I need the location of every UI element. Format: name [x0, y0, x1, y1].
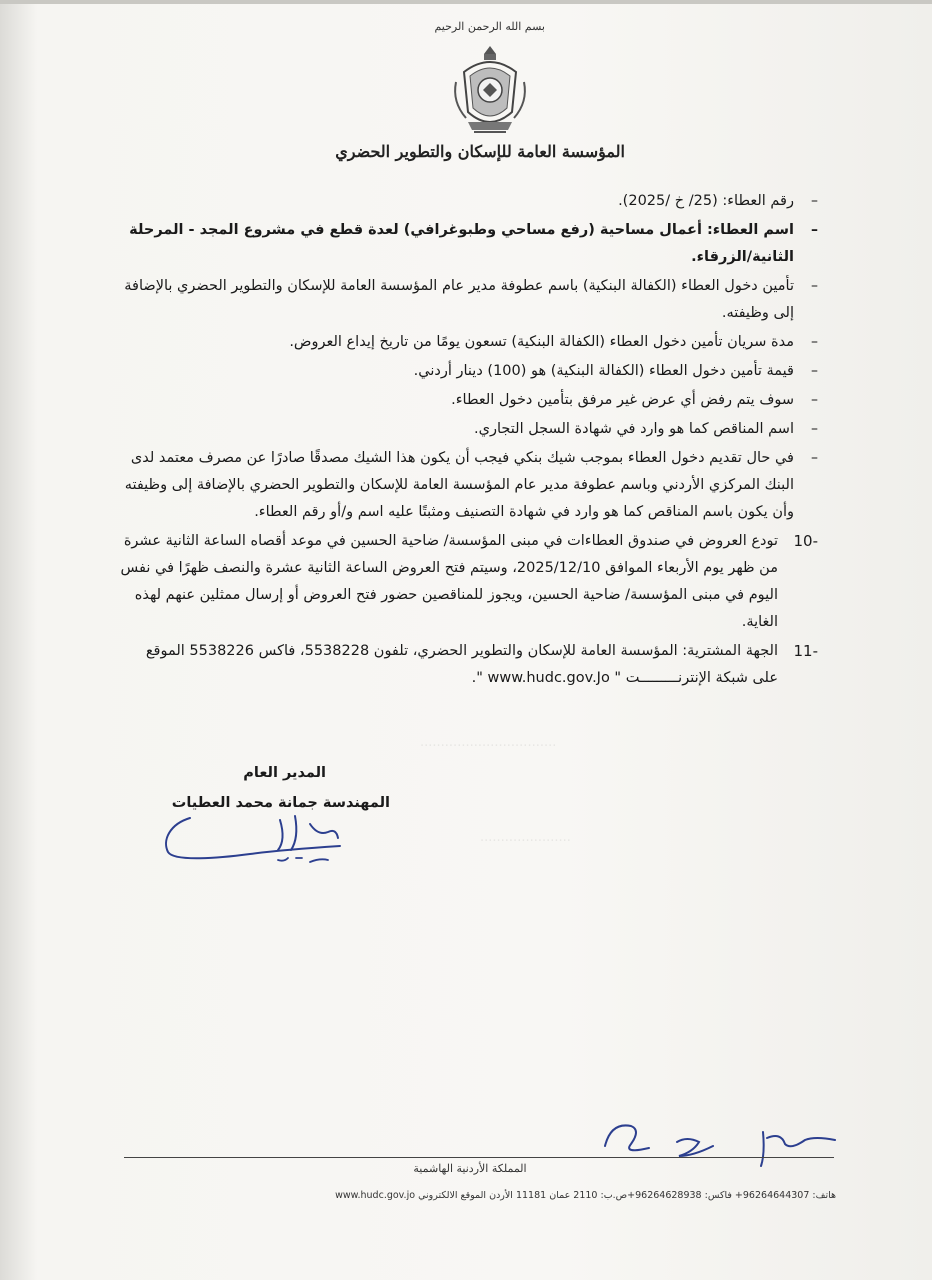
page-edge [0, 0, 932, 4]
list-item [118, 528, 818, 636]
footer-country: المملكة الأردنية الهاشمية [413, 1162, 527, 1175]
item-text: رقم العطاء: (25/ خ /2025). [618, 193, 794, 209]
handwritten-initials [595, 1112, 845, 1172]
signatory [160, 758, 390, 818]
signatory-title: المدير العام [243, 765, 326, 781]
item-marker: – [811, 392, 818, 408]
item-marker: – [811, 222, 818, 238]
item-marker: – [811, 421, 818, 437]
list-item [118, 329, 818, 356]
item-text: اسم المناقص كما هو وارد في شهادة السجل التجاري. [474, 421, 794, 437]
footer-contact-info: هاتف: 96264644307+ فاكس: 96264628938+ص.ب: 2110 عمان 11181 الأردن الموقع الالكتروني www.hudc.gov.jo [335, 1190, 836, 1201]
item-text: تودع العروض في صندوق العطاءات في مبنى المؤسسة/ ضاحية الحسين في موعد أقصاه الساعة الثانية عشرة من ظهر يوم الأربعاء الموافق 2025/12/10، وسيتم فتح العروض الساعة الثانية عشرة والنصف ظهرًا في نفس اليوم في مبنى المؤسسة/ ضاحية الحسين، ويجوز للمناقصين حضور فتح العروض أو إرسال ممثلين عنهم لهذه الغاية. [120, 533, 778, 630]
list-item [118, 638, 818, 692]
item-text: سوف يتم رفض أي عرض غير مرفق بتأمين دخول العطاء. [451, 392, 794, 408]
item-marker: – [811, 193, 818, 209]
item-marker: – [811, 334, 818, 350]
tender-details [118, 188, 818, 694]
list-item [118, 358, 818, 385]
item-text: قيمة تأمين دخول العطاء (الكفالة البنكية) هو (100) دينار أردني. [413, 363, 794, 379]
item-text: مدة سريان تأمين دخول العطاء (الكفالة البنكية) تسعون يومًا من تاريخ إيداع العروض. [289, 334, 794, 350]
reverse-side-bleed: ................................. [420, 735, 557, 750]
list-item [118, 273, 818, 327]
signatory-name: المهندسة جمانة محمد العطيات [171, 795, 390, 811]
basmala: بسم الله الرحمن الرحيم [434, 20, 545, 33]
item-marker: – [811, 278, 818, 294]
list-item [118, 188, 818, 215]
item-marker: 11- [793, 642, 818, 660]
item-text: في حال تقديم دخول العطاء بموجب شيك بنكي فيجب أن يكون هذا الشيك مصدقًا صادرًا عن مصرف معتمد لدى البنك المركزي الأردني وباسم عطوفة مدير عام المؤسسة العامة للإسكان والتطوير الحضري بالإضافة إلى وظيفته وأن يكون باسم المناقص كما هو وارد في شهادة التصنيف ومثبتًا عليه اسم و/أو رقم العطاء. [124, 450, 794, 520]
footer-divider [124, 1157, 834, 1158]
reverse-side-bleed: ...................... [480, 830, 571, 845]
item-marker: – [811, 363, 818, 379]
organization-name: المؤسسة العامة للإسكان والتطوير الحضري [335, 142, 625, 161]
list-item [118, 445, 818, 526]
coat-of-arms-icon [450, 42, 530, 142]
item-text: تأمين دخول العطاء (الكفالة البنكية) باسم عطوفة مدير عام المؤسسة العامة للإسكان والتطوير الحضري بالإضافة إلى وظيفته. [124, 278, 794, 321]
letterhead [335, 14, 630, 174]
handwritten-signature [160, 810, 360, 870]
list-item [118, 416, 818, 443]
item-marker: 10- [793, 532, 818, 550]
list-item [118, 217, 818, 271]
item-text: اسم العطاء: أعمال مساحية (رفع مساحي وطبوغرافي) لعدة قطع في مشروع المجد - المرحلة الثانية/الزرقاء. [129, 222, 794, 265]
list-item [118, 387, 818, 414]
item-text: الجهة المشترية: المؤسسة العامة للإسكان والتطوير الحضري، تلفون 5538228، فاكس 5538226 الموقع على شبكة الإنترنـــــــــت " www.hudc.gov.Jo ". [145, 643, 778, 686]
item-marker: – [811, 450, 818, 466]
